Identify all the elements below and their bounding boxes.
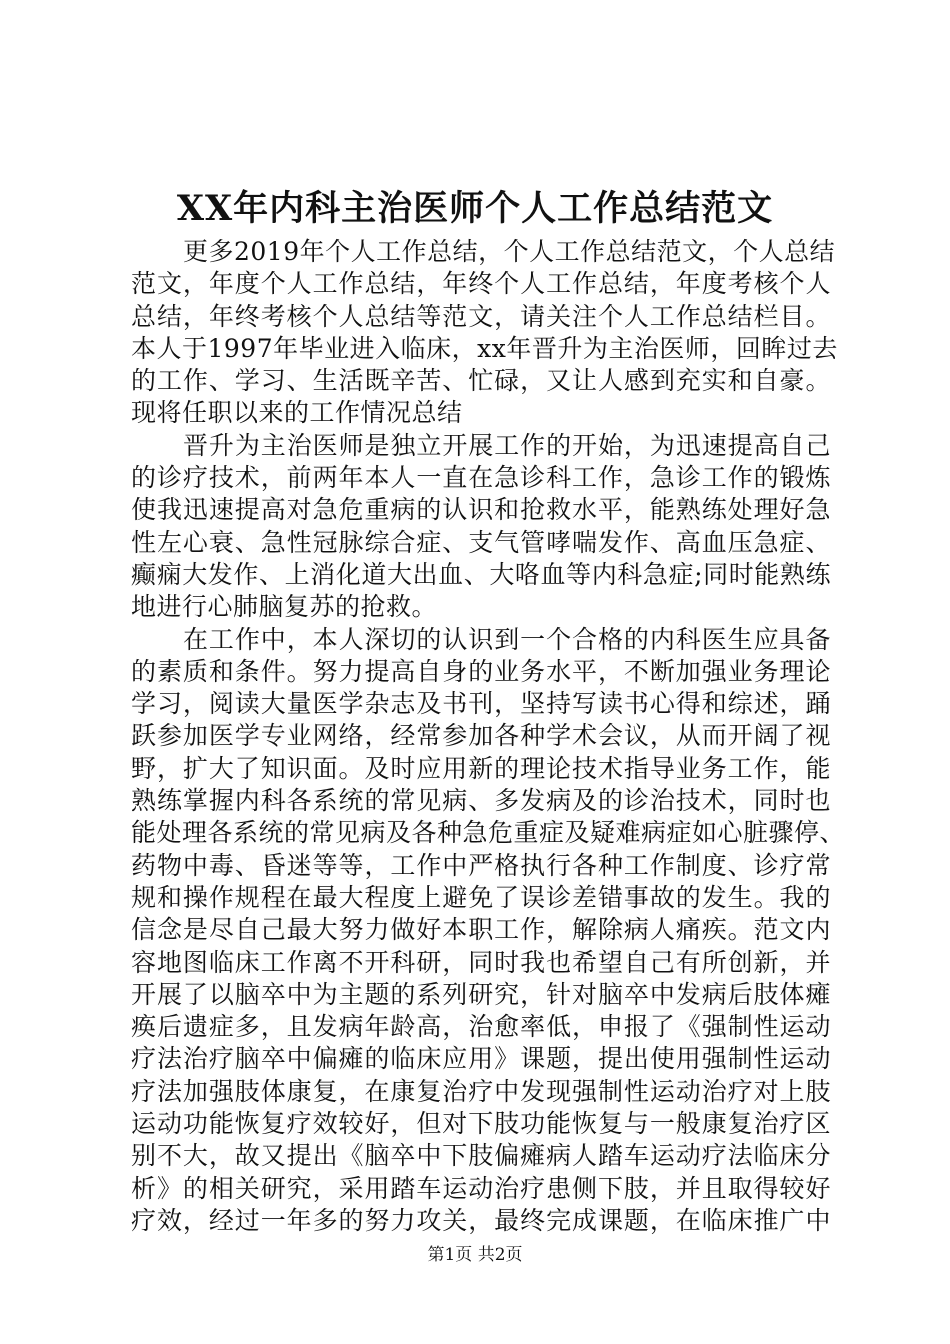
text-line: 疗效，经过一年多的努力攻关，最终完成课题，在临床推广中 bbox=[131, 1205, 831, 1235]
text-line: 野，扩大了知识面。及时应用新的理论技术指导业务工作，能 bbox=[131, 753, 831, 783]
text-line: 性左心衰、急性冠脉综合症、支气管哮喘发作、高血压急症、 bbox=[131, 527, 831, 557]
text-line: 学习，阅读大量医学杂志及书刊，坚持写读书心得和综述，踊 bbox=[131, 689, 831, 719]
text-line: 在工作中，本人深切的认识到一个合格的内科医生应具备 bbox=[183, 624, 831, 654]
document-title: XX年内科主治医师个人工作总结范文 bbox=[176, 188, 774, 229]
text-line: 熟练掌握内科各系统的常见病、多发病及的诊治技术，同时也 bbox=[131, 786, 831, 816]
text-line: 本人于1997年毕业进入临床，xx年晋升为主治医师，回眸过去 bbox=[131, 333, 838, 363]
text-line: 痪后遗症多，且发病年龄高，治愈率低，申报了《强制性运动 bbox=[131, 1012, 831, 1042]
text-line: 总结，年终考核个人总结等范文，请关注个人工作总结栏目。 bbox=[131, 301, 831, 331]
text-line: 更多2019年个人工作总结，个人工作总结范文，个人总结 bbox=[183, 237, 836, 266]
text-line: 别不大，故又提出《脑卒中下肢偏瘫病人踏车运动疗法临床分 bbox=[131, 1141, 831, 1171]
text-line: 的诊疗技术，前两年本人一直在急诊科工作，急诊工作的锻炼 bbox=[131, 463, 831, 493]
text-line: 规和操作规程在最大程度上避免了误诊差错事故的发生。我的 bbox=[131, 882, 831, 912]
text-line: 疗法加强肢体康复，在康复治疗中发现强制性运动治疗对上肢 bbox=[131, 1076, 831, 1106]
text-line: 的素质和条件。努力提高自身的业务水平，不断加强业务理论 bbox=[131, 656, 831, 686]
text-line: 疗法治疗脑卒中偏瘫的临床应用》课题，提出使用强制性运动 bbox=[131, 1044, 831, 1074]
page-number-footer: 第1页 共2页 bbox=[427, 1245, 523, 1265]
text-line: 开展了以脑卒中为主题的系列研究，针对脑卒中发病后肢体瘫 bbox=[131, 979, 831, 1009]
text-line: 信念是尽自己最大努力做好本职工作，解除病人痛疾。范文内 bbox=[131, 915, 831, 945]
document-body bbox=[131, 236, 846, 1237]
text-line: 的工作、学习、生活既辛苦、忙碌，又让人感到充实和自豪。 bbox=[131, 366, 831, 396]
text-line: 析》的相关研究，采用踏车运动治疗患侧下肢，并且取得较好 bbox=[131, 1173, 831, 1203]
text-line: 现将任职以来的工作情况总结 bbox=[131, 398, 463, 428]
text-line: 运动功能恢复疗效较好，但对下肢功能恢复与一般康复治疗区 bbox=[131, 1109, 831, 1139]
text-line: 癫痫大发作、上消化道大出血、大咯血等内科急症;同时能熟练 bbox=[131, 559, 831, 589]
text-line: 容地图临床工作离不开科研，同时我也希望自己有所创新，并 bbox=[131, 947, 831, 977]
text-line: 能处理各系统的常见病及各种急危重症及疑难病症如心脏骤停、 bbox=[131, 818, 846, 848]
text-line: 地进行心肺脑复苏的抢救。 bbox=[131, 592, 438, 622]
text-line: 晋升为主治医师是独立开展工作的开始，为迅速提高自己 bbox=[183, 430, 831, 460]
text-line: 药物中毒、昏迷等等，工作中严格执行各种工作制度、诊疗常 bbox=[131, 850, 831, 880]
text-line: 跃参加医学专业网络，经常参加各种学术会议，从而开阔了视 bbox=[131, 721, 831, 751]
text-line: 范文，年度个人工作总结，年终个人工作总结，年度考核个人 bbox=[131, 269, 831, 299]
text-line: 使我迅速提高对急危重病的认识和抢救水平，能熟练处理好急 bbox=[131, 495, 831, 525]
